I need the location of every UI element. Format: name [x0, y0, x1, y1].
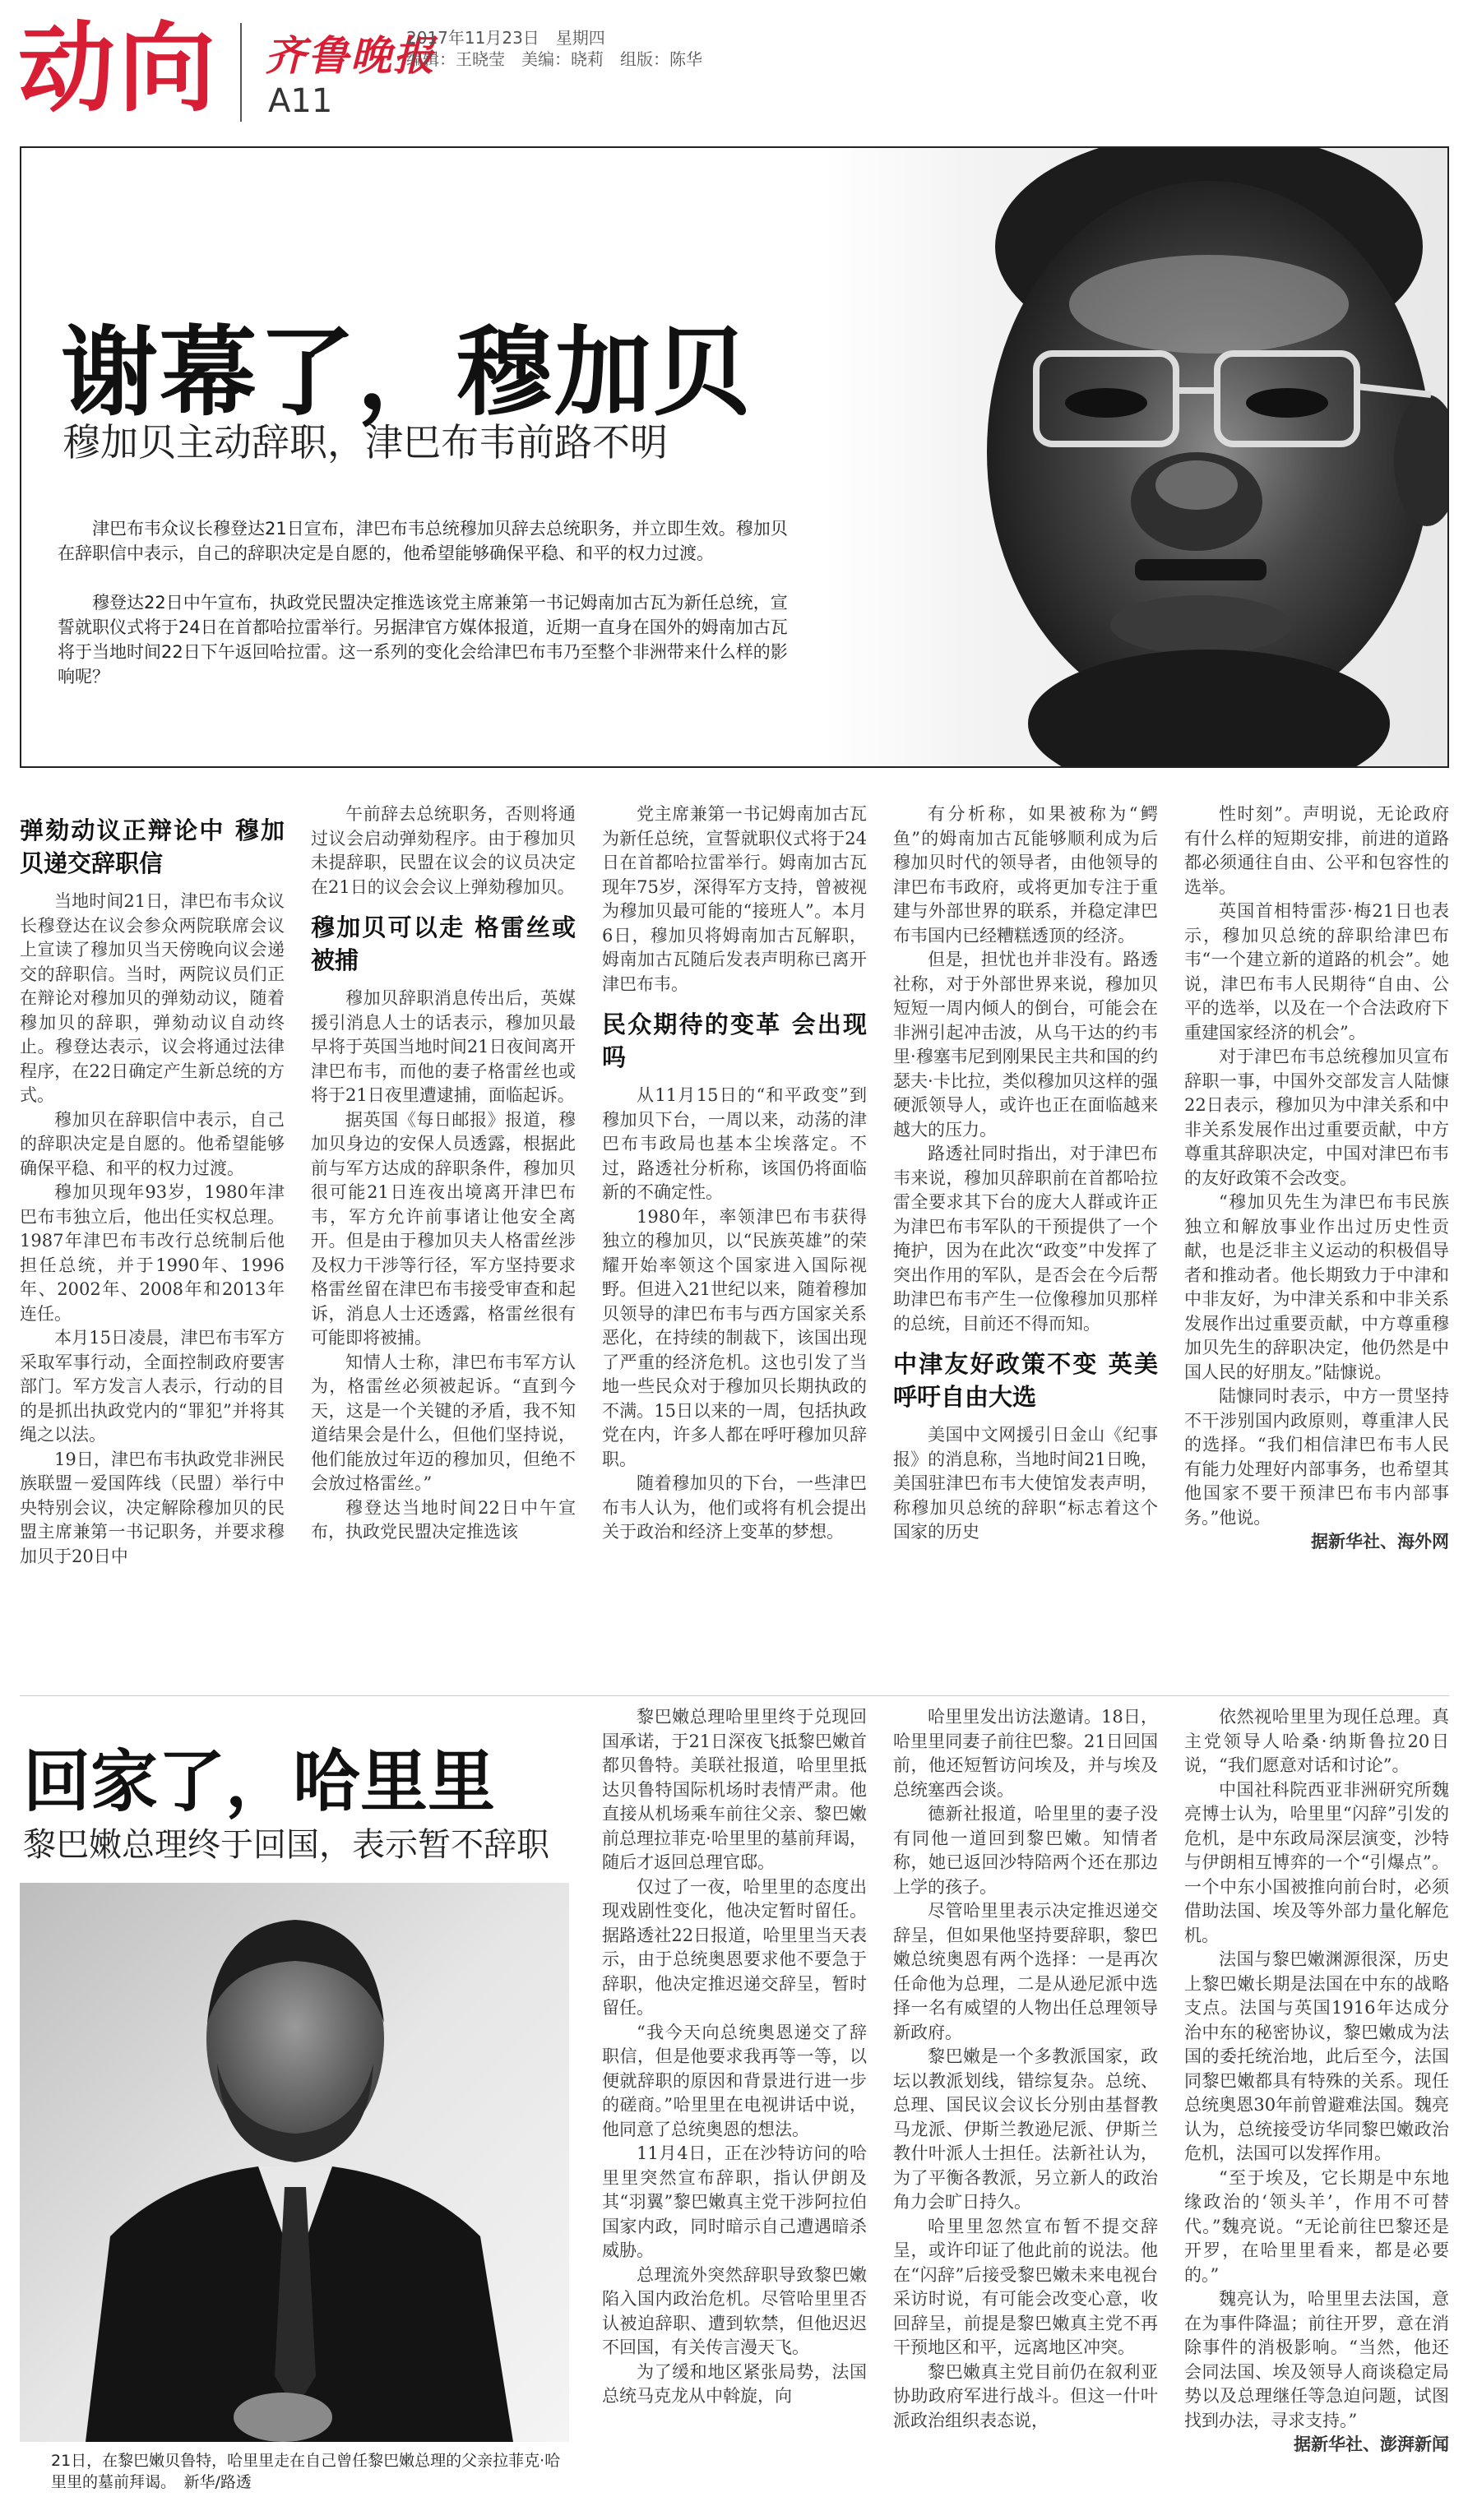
paragraph: “至于埃及，它长期是中东地缘政治的‘领头羊’，作用不可替代。”魏亮说。“无论前往巴黎还是开罗，在哈里里看来，都是必要的。”	[1184, 2167, 1449, 2285]
paragraph: 路透社同时指出，对于津巴布韦来说，穆加贝辞职前在首都哈拉雷全要求其下台的庞大人群或许正为津巴布韦军队的干预提供了一个掩护，因为在此次“政变”中发挥了突出作用的军队，是否会在今后帮助津巴布韦产生一位像穆加贝那样的总统，目前还不得而知。	[893, 1144, 1158, 1334]
paragraph: 穆登达当地时间22日中午宣布，执政党民盟决定推选该	[311, 1497, 576, 1542]
hariri-photo	[20, 1883, 569, 2442]
paragraph: 德新社报道，哈里里的妻子没有同他一道回到黎巴嫩。知情者称，她已返回沙特陪两个还在那边上学的孩子。	[893, 1804, 1158, 1897]
paragraph: 本月15日凌晨，津巴布韦军方采取军事行动，全面控制政府要害部门。军方发言人表示，行动的目的是抓出执政党内的“罪犯”并将其绳之以法。	[20, 1328, 285, 1445]
paragraph: 黎巴嫩真主党目前仍在叙利亚协助政府军进行战斗。但这一什叶派政治组织表态说，	[893, 2361, 1158, 2430]
paragraph: 19日，津巴布韦执政党非洲民族联盟－爱国阵线（民盟）举行中央特别会议，决定解除穆加贝的民盟主席兼第一书记职务，并要求穆加贝于20日中	[20, 1449, 285, 1566]
paragraph: 依然视哈里里为现任总理。真主党领导人哈桑·纳斯鲁拉20日说，“我们愿意对话和讨论”。	[1184, 1707, 1449, 1775]
paragraph: 仅过了一夜，哈里里的态度出现戏剧性变化，他决定暂时留任。据路透社22日报道，哈里里当天表示，由于总统奥恩要求他不要急于辞职，他决定推迟递交辞呈，暂时留任。	[602, 1876, 867, 2018]
photo-caption: 21日，在黎巴嫩贝鲁特，哈里里走在自己曾任黎巴嫩总理的父亲拉菲克·哈里里的墓前拜谒。 新华/路透	[51, 2452, 561, 2491]
story2-headline: 回家了，哈里里	[23, 1743, 496, 1821]
section-heading: 中津友好政策不变 英美呼吁自由大选	[893, 1350, 1158, 1411]
article-column-4	[893, 802, 1158, 1545]
page-code: A11	[268, 82, 333, 120]
paragraph: 哈里里发出访法邀请。18日，哈里里同妻子前往巴黎。21日回国前，他还短暂访问埃及，并与埃及总统塞西会谈。	[893, 1707, 1158, 1800]
paragraph: 随着穆加贝的下台，一些津巴布韦人认为，他们或将有机会提出关于政治和经济上变革的梦想。	[602, 1473, 867, 1542]
paragraph: 知情人士称，津巴布韦军方认为，格雷丝必须被起诉。“直到今天，这是一个关键的矛盾，我不知道结果会是什么，但他们坚持说，他们能放过年迈的穆加贝，但绝不会放过格雷丝。”	[311, 1352, 576, 1493]
paragraph: 法国与黎巴嫩渊源很深，历史上黎巴嫩长期是法国在中东的战略支点。法国与英国1916年达成分治中东的秘密协议，黎巴嫩成为法国的委托统治地，此后至今，法国同黎巴嫩都具有特殊的关系。现任总统奥恩30年前曾避难法国。魏亮认为，总统接受访华同黎巴嫩政治危机，法国可以发挥作用。	[1184, 1949, 1449, 2163]
section-logo: 动向	[18, 12, 220, 125]
paragraph: 穆加贝现年93岁，1980年津巴布韦独立后，他出任实权总理。1987年津巴布韦改行总统制后他担任总统，并于1990年、1996年、2002年、2008年和2013年连任。	[20, 1182, 285, 1324]
paragraph: 魏亮认为，哈里里去法国，意在为事件降温；前往开罗，意在消除事件的消极影响。“当然，他还会同法国、埃及领导人商谈稳定局势以及总理继任等急迫问题，试图找到办法，寻求支持。”	[1184, 2289, 1449, 2430]
story2-column-2	[893, 1705, 1158, 2433]
paragraph: 为了缓和地区紧张局势，法国总统马克龙从中斡旋，向	[602, 2361, 867, 2406]
paragraph: 中国社科院西亚非洲研究所魏亮博士认为，哈里里“闪辞”引发的危机，是中东政局深层演变，沙特与伊朗相互博弈的一个“引爆点”。一个中东小国被推向前台时，必须借助法国、埃及等外部力量化解危机。	[1184, 1779, 1449, 1945]
mugabe-portrait-photo	[822, 148, 1447, 766]
story2-subheadline: 黎巴嫩总理终于回国，表示暂不辞职	[23, 1826, 549, 1864]
article-column-5	[1184, 802, 1449, 1555]
paragraph: 从11月15日的“和平政变”到穆加贝下台，一周以来，动荡的津巴布韦政局也基本尘埃落定。不过，路透社分析称，该国仍将面临新的不确定性。	[602, 1085, 867, 1202]
lead-headline: 谢幕了，穆加贝	[61, 316, 753, 429]
article-column-2	[311, 802, 576, 1545]
source-credit: 据新华社、澎湃新闻	[1294, 2434, 1449, 2454]
section-heading: 穆加贝可以走 格雷丝或被捕	[311, 913, 576, 974]
lead-intro-paragraph: 津巴布韦众议长穆登达21日宣布，津巴布韦总统穆加贝辞去总统职务，并立即生效。穆加贝在辞职信中表示，自己的辞职决定是自愿的，他希望能够确保平稳、和平的权力过渡。	[58, 519, 788, 563]
lead-subheadline: 穆加贝主动辞职，津巴布韦前路不明	[63, 420, 668, 465]
story2-column-1	[602, 1705, 867, 2409]
paragraph: 美国中文网援引日金山《纪事报》的消息称，当地时间21日晚，美国驻津巴布韦大使馆发表声明，称穆加贝总统的辞职“标志着这个国家的历史	[893, 1425, 1158, 1542]
paragraph: 英国首相特雷莎·梅21日也表示，穆加贝总统的辞职给津巴布韦“一个建立新的道路的机会”。她说，津巴布韦人民期待“自由、公平的选举，以及在一个合法政府下重建国家经济的机会”。	[1184, 901, 1449, 1043]
source-credit: 据新华社、海外网	[1311, 1532, 1449, 1551]
editors-line: 编辑：王晓莹 美编：晓莉 组版：陈华	[406, 49, 702, 69]
paragraph: 当地时间21日，津巴布韦众议长穆登达在议会参众两院联席会议上宣读了穆加贝当天傍晚向议会递交的辞职信。当时，两院议员们正在辩论对穆加贝的弹劾动议，随着穆加贝的辞职，弹劾动议自动终止。穆登达表示，议会将通过法律程序，在22日确定产生新总统的方式。	[20, 891, 285, 1105]
date-line: 2017年11月23日 星期四	[406, 28, 605, 48]
paragraph: 11月4日，正在沙特访问的哈里里突然宣布辞职，指认伊朗及其“羽翼”黎巴嫩真主党干涉阿拉伯国家内政，同时暗示自己遭遇暗杀威胁。	[602, 2143, 867, 2260]
article-column-1	[20, 814, 285, 1569]
paragraph: “我今天向总统奥恩递交了辞职信，但是他要求我再等一等，以便就辞职的原因和背景进行进一步的磋商。”哈里里在电视讲话中说，他同意了总统奥恩的想法。	[602, 2022, 867, 2139]
paragraph: 哈里里忽然宣布暂不提交辞呈，或许印证了他此前的说法。他在“闪辞”后接受黎巴嫩未来电视台采访时说，有可能会改变心意，收回辞呈，前提是黎巴嫩真主党不再干预地区和平，远离地区冲突。	[893, 2216, 1158, 2357]
paragraph: 陆慷同时表示，中方一贯坚持不干涉别国内政原则，尊重津人民的选择。“我们相信津巴布韦人民有能力处理好内部事务，也希望其他国家不要干预津巴布韦内部事务。”他说。	[1184, 1386, 1449, 1528]
lead-intro-paragraph: 穆登达22日中午宣布，执政党民盟决定推选该党主席兼第一书记姆南加古瓦为新任总统，宣誓就职仪式将于24日在首都哈拉雷举行。另据津官方媒体报道，近期一直身在国外的姆南加古瓦将于当地时间22日下午返回哈拉雷。这一系列的变化会给津巴布韦乃至整个非洲带来什么样的影响呢？	[58, 593, 788, 687]
story-separator	[20, 1695, 1449, 1696]
newspaper-name: 齐鲁晚报	[265, 31, 436, 80]
hariri-photo-box	[20, 1883, 569, 2498]
paragraph: 午前辞去总统职务，否则将通过议会启动弹劾程序。由于穆加贝未提辞职，民盟在议会的议员决定在21日的议会会议上弹劾穆加贝。	[311, 804, 576, 897]
paragraph: 黎巴嫩总理哈里里终于兑现回国承诺，于21日深夜飞抵黎巴嫩首都贝鲁特。美联社报道，哈里里抵达贝鲁特国际机场时表情严肃。他直接从机场乘车前往父亲、黎巴嫩前总理拉菲克·哈里里的墓前拜谒，随后才返回总理官邸。	[602, 1707, 867, 1872]
paragraph: 穆加贝辞职消息传出后，英媒援引消息人士的话表示，穆加贝最早将于英国当地时间21日夜间离开津巴布韦，而他的妻子格雷丝也或将于21日夜里遭逮捕，面临起诉。	[311, 988, 576, 1105]
article-column-3	[602, 802, 867, 1545]
paragraph: 黎巴嫩是一个多教派国家，政坛以教派划线，错综复杂。总统、总理、国民议会议长分别由基督教马龙派、伊斯兰教逊尼派、伊斯兰教什叶派人士担任。法新社认为，为了平衡各教派，另立新人的政治角力会旷日持久。	[893, 2046, 1158, 2212]
paragraph: “穆加贝先生为津巴布韦民族独立和解放事业作出过历史性贡献，也是泛非主义运动的积极倡导者和推动者。他长期致力于中津和中非友好，为中津关系和中非关系发展作出过重要贡献，中方尊重穆加贝先生的辞职决定，他仍然是中国人民的好朋友。”陆慷说。	[1184, 1192, 1449, 1382]
paragraph: 性时刻”。声明说，无论政府有什么样的短期安排，前进的道路都必须通往自由、公平和包容性的选举。	[1184, 804, 1449, 897]
section-heading: 弹劾动议正辩论中 穆加贝递交辞职信	[20, 816, 285, 877]
paragraph: 有分析称，如果被称为“鳄鱼”的姆南加古瓦能够顺利成为后穆加贝时代的领导者，由他领导的津巴布韦政府，或将更加专注于重建与外部世界的联系，并稳定津巴布韦国内已经糟糕透顶的经济。	[893, 804, 1158, 946]
section-heading: 民众期待的变革 会出现吗	[602, 1010, 867, 1071]
paragraph: 但是，担忧也并非没有。路透社称，对于外部世界来说，穆加贝短短一周内倾人的倒台，可能会在非洲引起冲击波，从乌干达的约韦里·穆塞韦尼到刚果民主共和国的约瑟夫·卡比拉，类似穆加贝这样的强硬派领导人，或许也正在面临越来越大的压力。	[893, 950, 1158, 1140]
paragraph: 总理流外突然辞职导致黎巴嫩陷入国内政治危机。尽管哈里里否认被迫辞职、遭到软禁，但他迟迟不回国，有关传言漫天飞。	[602, 2264, 867, 2357]
paragraph: 据英国《每日邮报》报道，穆加贝身边的安保人员透露，根据此前与军方达成的辞职条件，穆加贝很可能21日连夜出境离开津巴布韦，军方允许前事诸让他安全离开。但是由于穆加贝夫人格雷丝涉及权力干涉等行径，军方坚持要求格雷丝留在津巴布韦接受审查和起诉，消息人士还透露，格雷丝很有可能即将被捕。	[311, 1109, 576, 1348]
paragraph: 穆加贝在辞职信中表示，自己的辞职决定是自愿的。他希望能够确保平稳、和平的权力过渡。	[20, 1109, 285, 1178]
paragraph: 尽管哈里里表示决定推迟递交辞呈，但如果他坚持要辞职，黎巴嫩总统奥恩有两个选择：一是再次任命他为总理，二是从逊尼派中选择一名有威望的人物出任总理领导新政府。	[893, 1901, 1158, 2042]
paragraph: 党主席兼第一书记姆南加古瓦为新任总统，宣誓就职仪式将于24日在首都哈拉雷举行。姆南加古瓦现年75岁，深得军方支持，曾被视为穆加贝最可能的“接班人”。本月6日，穆加贝将姆南加古瓦解职，姆南加古瓦随后发表声明称已离开津巴布韦。	[602, 804, 867, 994]
paragraph: 对于津巴布韦总统穆加贝宣布辞职一事，中国外交部发言人陆慷22日表示，穆加贝为中津关系和中非关系发展作出过重要贡献，中方尊重其辞职决定，中国对津巴布韦的友好政策不会改变。	[1184, 1047, 1449, 1188]
paragraph: 1980年，率领津巴布韦获得独立的穆加贝，以“民族英雄”的荣耀开始率领这个国家进入国际视野。但进入21世纪以来，随着穆加贝领导的津巴布韦与西方国家关系恶化，在持续的制裁下，该国出现了严重的经济危机。这也引发了当地一些民众对于穆加贝长期执政的不满。15日以来的一周，包括执政党在内，许多人都在呼吁穆加贝辞职。	[602, 1206, 867, 1469]
story2-column-3	[1184, 1705, 1449, 2458]
header-divider	[240, 23, 242, 122]
